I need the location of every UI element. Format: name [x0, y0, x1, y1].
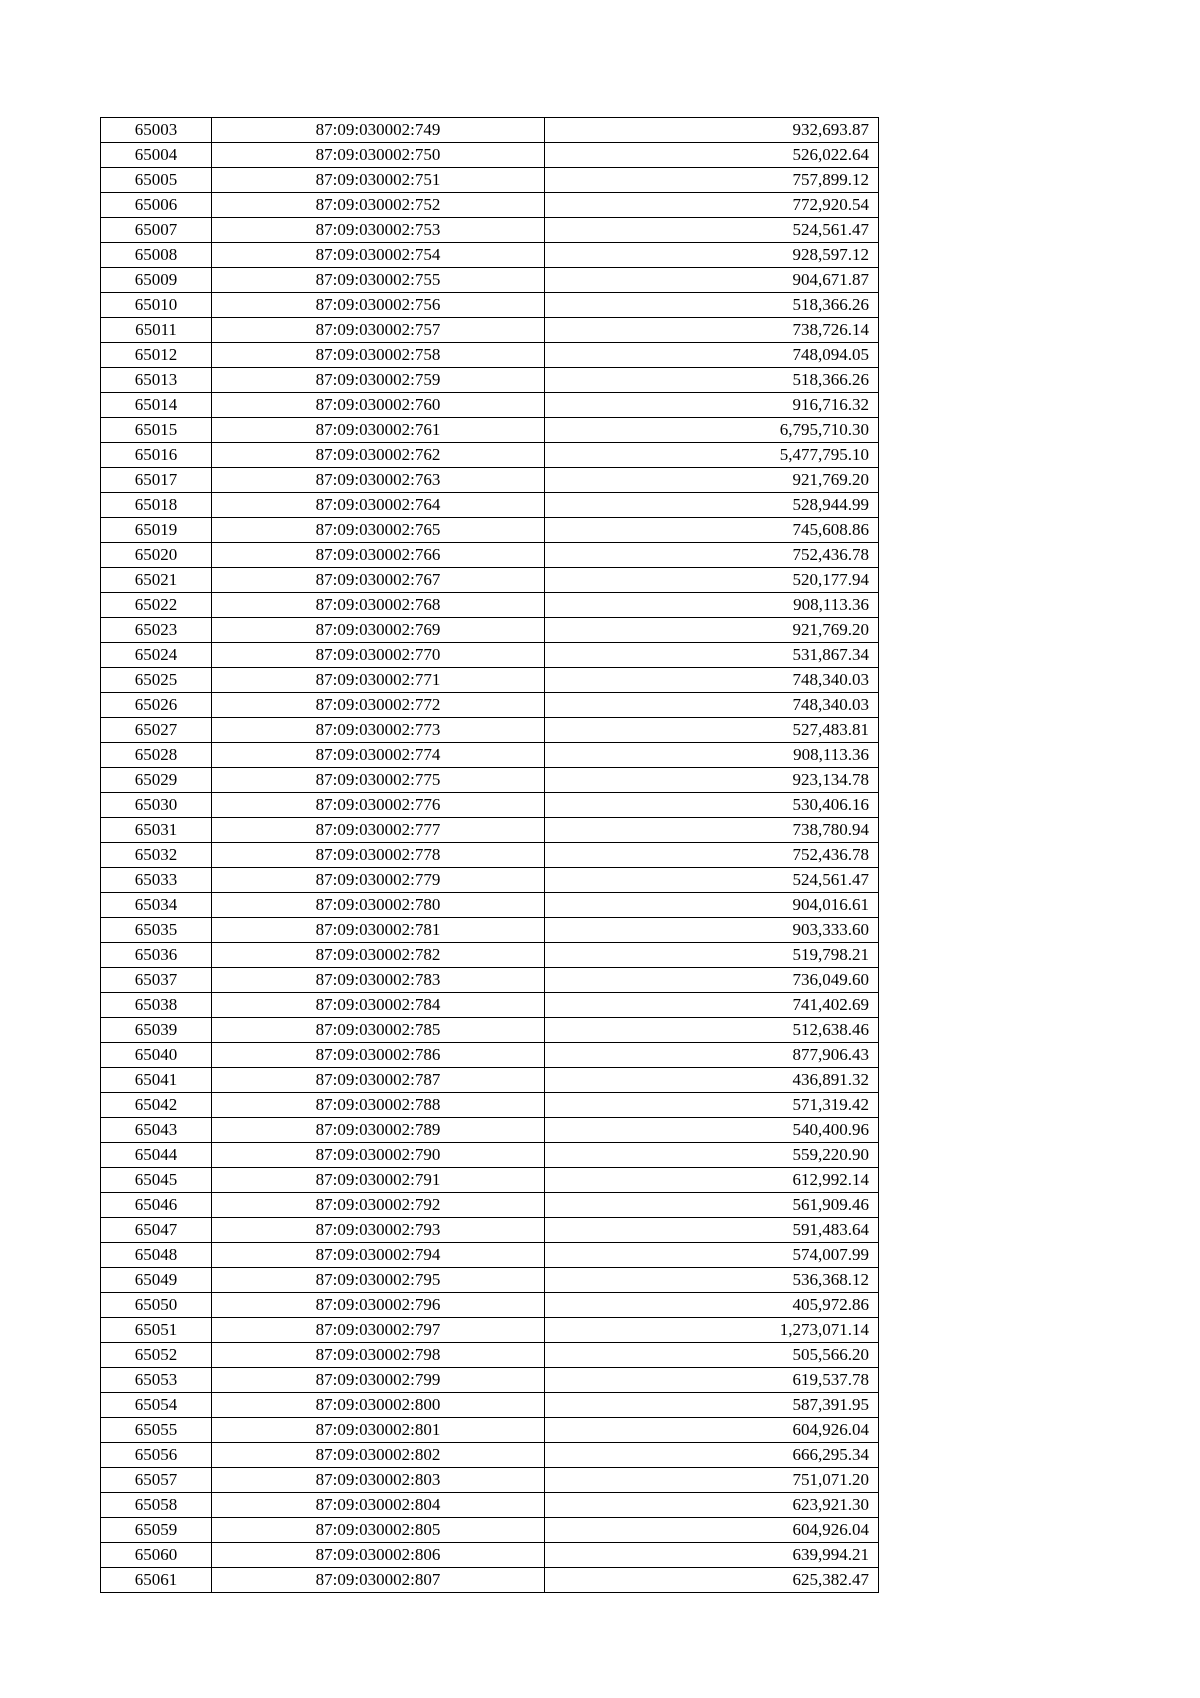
row-number-cell: 65008 [101, 243, 212, 268]
table-row [101, 443, 879, 468]
cadastral-number-cell: 87:09:030002:768 [212, 593, 545, 618]
cadastral-number-cell: 87:09:030002:753 [212, 218, 545, 243]
row-number-cell: 65018 [101, 493, 212, 518]
table-row [101, 893, 879, 918]
row-number-cell: 65030 [101, 793, 212, 818]
cadastral-number-cell: 87:09:030002:807 [212, 1568, 545, 1593]
amount-cell: 526,022.64 [545, 143, 879, 168]
table-row [101, 1518, 879, 1543]
amount-cell: 574,007.99 [545, 1243, 879, 1268]
cadastral-number-cell: 87:09:030002:773 [212, 718, 545, 743]
table-row [101, 118, 879, 143]
table-row [101, 1018, 879, 1043]
amount-cell: 757,899.12 [545, 168, 879, 193]
cadastral-number-cell: 87:09:030002:802 [212, 1443, 545, 1468]
row-number-cell: 65056 [101, 1443, 212, 1468]
cadastral-number-cell: 87:09:030002:796 [212, 1293, 545, 1318]
row-number-cell: 65058 [101, 1493, 212, 1518]
amount-cell: 738,726.14 [545, 318, 879, 343]
amount-cell: 928,597.12 [545, 243, 879, 268]
table-row [101, 1343, 879, 1368]
amount-cell: 436,891.32 [545, 1068, 879, 1093]
row-number-cell: 65013 [101, 368, 212, 393]
row-number-cell: 65012 [101, 343, 212, 368]
cadastral-number-cell: 87:09:030002:770 [212, 643, 545, 668]
cadastral-number-cell: 87:09:030002:777 [212, 818, 545, 843]
row-number-cell: 65005 [101, 168, 212, 193]
table-row [101, 643, 879, 668]
table-row [101, 318, 879, 343]
amount-cell: 748,340.03 [545, 668, 879, 693]
cadastral-number-cell: 87:09:030002:750 [212, 143, 545, 168]
table-row [101, 168, 879, 193]
row-number-cell: 65028 [101, 743, 212, 768]
row-number-cell: 65055 [101, 1418, 212, 1443]
row-number-cell: 65051 [101, 1318, 212, 1343]
row-number-cell: 65036 [101, 943, 212, 968]
table-row [101, 1368, 879, 1393]
table-row [101, 418, 879, 443]
cadastral-number-cell: 87:09:030002:765 [212, 518, 545, 543]
cadastral-number-cell: 87:09:030002:776 [212, 793, 545, 818]
amount-cell: 518,366.26 [545, 368, 879, 393]
amount-cell: 921,769.20 [545, 618, 879, 643]
table-row [101, 743, 879, 768]
row-number-cell: 65060 [101, 1543, 212, 1568]
table-row [101, 393, 879, 418]
table-row [101, 1068, 879, 1093]
table-row [101, 718, 879, 743]
data-table [100, 117, 879, 1593]
amount-cell: 520,177.94 [545, 568, 879, 593]
amount-cell: 619,537.78 [545, 1368, 879, 1393]
cadastral-number-cell: 87:09:030002:786 [212, 1043, 545, 1068]
row-number-cell: 65053 [101, 1368, 212, 1393]
table-body [101, 118, 879, 1593]
amount-cell: 512,638.46 [545, 1018, 879, 1043]
amount-cell: 772,920.54 [545, 193, 879, 218]
table-row [101, 468, 879, 493]
cadastral-number-cell: 87:09:030002:771 [212, 668, 545, 693]
cadastral-number-cell: 87:09:030002:779 [212, 868, 545, 893]
table-row [101, 1468, 879, 1493]
table-row [101, 1093, 879, 1118]
row-number-cell: 65041 [101, 1068, 212, 1093]
cadastral-number-cell: 87:09:030002:795 [212, 1268, 545, 1293]
cadastral-number-cell: 87:09:030002:790 [212, 1143, 545, 1168]
row-number-cell: 65045 [101, 1168, 212, 1193]
table-row [101, 368, 879, 393]
cadastral-number-cell: 87:09:030002:794 [212, 1243, 545, 1268]
amount-cell: 666,295.34 [545, 1443, 879, 1468]
row-number-cell: 65009 [101, 268, 212, 293]
amount-cell: 519,798.21 [545, 943, 879, 968]
cadastral-number-cell: 87:09:030002:781 [212, 918, 545, 943]
amount-cell: 531,867.34 [545, 643, 879, 668]
table-row [101, 268, 879, 293]
amount-cell: 741,402.69 [545, 993, 879, 1018]
cadastral-number-cell: 87:09:030002:752 [212, 193, 545, 218]
amount-cell: 505,566.20 [545, 1343, 879, 1368]
amount-cell: 752,436.78 [545, 843, 879, 868]
row-number-cell: 65026 [101, 693, 212, 718]
amount-cell: 752,436.78 [545, 543, 879, 568]
table-row [101, 1043, 879, 1068]
table-row [101, 918, 879, 943]
cadastral-number-cell: 87:09:030002:766 [212, 543, 545, 568]
cadastral-number-cell: 87:09:030002:778 [212, 843, 545, 868]
row-number-cell: 65038 [101, 993, 212, 1018]
row-number-cell: 65021 [101, 568, 212, 593]
row-number-cell: 65061 [101, 1568, 212, 1593]
table-row [101, 193, 879, 218]
table-row [101, 343, 879, 368]
table-row [101, 693, 879, 718]
cadastral-number-cell: 87:09:030002:755 [212, 268, 545, 293]
row-number-cell: 65054 [101, 1393, 212, 1418]
cadastral-number-cell: 87:09:030002:763 [212, 468, 545, 493]
table-row [101, 843, 879, 868]
cadastral-number-cell: 87:09:030002:791 [212, 1168, 545, 1193]
table-row [101, 1418, 879, 1443]
amount-cell: 736,049.60 [545, 968, 879, 993]
table-row [101, 543, 879, 568]
cadastral-number-cell: 87:09:030002:804 [212, 1493, 545, 1518]
amount-cell: 908,113.36 [545, 593, 879, 618]
row-number-cell: 65044 [101, 1143, 212, 1168]
amount-cell: 524,561.47 [545, 218, 879, 243]
row-number-cell: 65042 [101, 1093, 212, 1118]
table-row [101, 1168, 879, 1193]
row-number-cell: 65003 [101, 118, 212, 143]
amount-cell: 916,716.32 [545, 393, 879, 418]
amount-cell: 923,134.78 [545, 768, 879, 793]
row-number-cell: 65015 [101, 418, 212, 443]
cadastral-number-cell: 87:09:030002:767 [212, 568, 545, 593]
table-row [101, 793, 879, 818]
row-number-cell: 65014 [101, 393, 212, 418]
cadastral-number-cell: 87:09:030002:782 [212, 943, 545, 968]
amount-cell: 625,382.47 [545, 1568, 879, 1593]
table-row [101, 493, 879, 518]
cadastral-number-cell: 87:09:030002:805 [212, 1518, 545, 1543]
row-number-cell: 65020 [101, 543, 212, 568]
table-row [101, 1243, 879, 1268]
table-row [101, 868, 879, 893]
amount-cell: 904,016.61 [545, 893, 879, 918]
row-number-cell: 65019 [101, 518, 212, 543]
cadastral-number-cell: 87:09:030002:751 [212, 168, 545, 193]
amount-cell: 903,333.60 [545, 918, 879, 943]
table-row [101, 293, 879, 318]
amount-cell: 904,671.87 [545, 268, 879, 293]
amount-cell: 751,071.20 [545, 1468, 879, 1493]
amount-cell: 1,273,071.14 [545, 1318, 879, 1343]
cadastral-number-cell: 87:09:030002:789 [212, 1118, 545, 1143]
row-number-cell: 65032 [101, 843, 212, 868]
amount-cell: 639,994.21 [545, 1543, 879, 1568]
table-row [101, 593, 879, 618]
table-row [101, 1293, 879, 1318]
cadastral-number-cell: 87:09:030002:784 [212, 993, 545, 1018]
amount-cell: 405,972.86 [545, 1293, 879, 1318]
amount-cell: 745,608.86 [545, 518, 879, 543]
row-number-cell: 65046 [101, 1193, 212, 1218]
cadastral-number-cell: 87:09:030002:761 [212, 418, 545, 443]
row-number-cell: 65037 [101, 968, 212, 993]
cadastral-number-cell: 87:09:030002:775 [212, 768, 545, 793]
cadastral-number-cell: 87:09:030002:762 [212, 443, 545, 468]
cadastral-number-cell: 87:09:030002:785 [212, 1018, 545, 1043]
row-number-cell: 65006 [101, 193, 212, 218]
row-number-cell: 65057 [101, 1468, 212, 1493]
row-number-cell: 65017 [101, 468, 212, 493]
cadastral-number-cell: 87:09:030002:760 [212, 393, 545, 418]
amount-cell: 571,319.42 [545, 1093, 879, 1118]
cadastral-number-cell: 87:09:030002:792 [212, 1193, 545, 1218]
cadastral-number-cell: 87:09:030002:764 [212, 493, 545, 518]
cadastral-number-cell: 87:09:030002:793 [212, 1218, 545, 1243]
row-number-cell: 65016 [101, 443, 212, 468]
amount-cell: 528,944.99 [545, 493, 879, 518]
amount-cell: 524,561.47 [545, 868, 879, 893]
amount-cell: 559,220.90 [545, 1143, 879, 1168]
row-number-cell: 65011 [101, 318, 212, 343]
amount-cell: 738,780.94 [545, 818, 879, 843]
table-row [101, 218, 879, 243]
table-row [101, 1143, 879, 1168]
row-number-cell: 65004 [101, 143, 212, 168]
row-number-cell: 65027 [101, 718, 212, 743]
table-row [101, 1118, 879, 1143]
row-number-cell: 65033 [101, 868, 212, 893]
row-number-cell: 65010 [101, 293, 212, 318]
row-number-cell: 65022 [101, 593, 212, 618]
row-number-cell: 65040 [101, 1043, 212, 1068]
amount-cell: 932,693.87 [545, 118, 879, 143]
row-number-cell: 65059 [101, 1518, 212, 1543]
amount-cell: 561,909.46 [545, 1193, 879, 1218]
amount-cell: 604,926.04 [545, 1418, 879, 1443]
cadastral-number-cell: 87:09:030002:797 [212, 1318, 545, 1343]
amount-cell: 536,368.12 [545, 1268, 879, 1293]
row-number-cell: 65052 [101, 1343, 212, 1368]
table-row [101, 568, 879, 593]
cadastral-number-cell: 87:09:030002:774 [212, 743, 545, 768]
table-row [101, 1318, 879, 1343]
table-row [101, 1568, 879, 1593]
amount-cell: 748,340.03 [545, 693, 879, 718]
table-row [101, 668, 879, 693]
amount-cell: 6,795,710.30 [545, 418, 879, 443]
row-number-cell: 65043 [101, 1118, 212, 1143]
amount-cell: 518,366.26 [545, 293, 879, 318]
amount-cell: 623,921.30 [545, 1493, 879, 1518]
cadastral-number-cell: 87:09:030002:754 [212, 243, 545, 268]
row-number-cell: 65024 [101, 643, 212, 668]
cadastral-number-cell: 87:09:030002:772 [212, 693, 545, 718]
amount-cell: 612,992.14 [545, 1168, 879, 1193]
cadastral-number-cell: 87:09:030002:801 [212, 1418, 545, 1443]
table-row [101, 818, 879, 843]
row-number-cell: 65039 [101, 1018, 212, 1043]
table-row [101, 1393, 879, 1418]
table-row [101, 243, 879, 268]
row-number-cell: 65031 [101, 818, 212, 843]
cadastral-number-cell: 87:09:030002:758 [212, 343, 545, 368]
table-row [101, 1268, 879, 1293]
row-number-cell: 65029 [101, 768, 212, 793]
table-row [101, 1443, 879, 1468]
table-row [101, 1543, 879, 1568]
cadastral-number-cell: 87:09:030002:749 [212, 118, 545, 143]
amount-cell: 591,483.64 [545, 1218, 879, 1243]
amount-cell: 921,769.20 [545, 468, 879, 493]
amount-cell: 908,113.36 [545, 743, 879, 768]
table-row [101, 943, 879, 968]
cadastral-number-cell: 87:09:030002:788 [212, 1093, 545, 1118]
row-number-cell: 65034 [101, 893, 212, 918]
cadastral-number-cell: 87:09:030002:756 [212, 293, 545, 318]
table-row [101, 143, 879, 168]
table-row [101, 618, 879, 643]
row-number-cell: 65023 [101, 618, 212, 643]
cadastral-number-cell: 87:09:030002:783 [212, 968, 545, 993]
cadastral-number-cell: 87:09:030002:798 [212, 1343, 545, 1368]
amount-cell: 604,926.04 [545, 1518, 879, 1543]
row-number-cell: 65048 [101, 1243, 212, 1268]
row-number-cell: 65047 [101, 1218, 212, 1243]
table-row [101, 993, 879, 1018]
table-row [101, 968, 879, 993]
row-number-cell: 65007 [101, 218, 212, 243]
table-row [101, 1218, 879, 1243]
row-number-cell: 65049 [101, 1268, 212, 1293]
table-row [101, 768, 879, 793]
amount-cell: 5,477,795.10 [545, 443, 879, 468]
cadastral-number-cell: 87:09:030002:799 [212, 1368, 545, 1393]
cadastral-number-cell: 87:09:030002:803 [212, 1468, 545, 1493]
amount-cell: 530,406.16 [545, 793, 879, 818]
row-number-cell: 65035 [101, 918, 212, 943]
cadastral-number-cell: 87:09:030002:800 [212, 1393, 545, 1418]
cadastral-number-cell: 87:09:030002:769 [212, 618, 545, 643]
row-number-cell: 65025 [101, 668, 212, 693]
table-row [101, 1193, 879, 1218]
table-row [101, 518, 879, 543]
amount-cell: 587,391.95 [545, 1393, 879, 1418]
row-number-cell: 65050 [101, 1293, 212, 1318]
table-row [101, 1493, 879, 1518]
cadastral-number-cell: 87:09:030002:757 [212, 318, 545, 343]
amount-cell: 748,094.05 [545, 343, 879, 368]
cadastral-number-cell: 87:09:030002:759 [212, 368, 545, 393]
cadastral-number-cell: 87:09:030002:780 [212, 893, 545, 918]
cadastral-number-cell: 87:09:030002:806 [212, 1543, 545, 1568]
amount-cell: 527,483.81 [545, 718, 879, 743]
amount-cell: 877,906.43 [545, 1043, 879, 1068]
cadastral-number-cell: 87:09:030002:787 [212, 1068, 545, 1093]
amount-cell: 540,400.96 [545, 1118, 879, 1143]
